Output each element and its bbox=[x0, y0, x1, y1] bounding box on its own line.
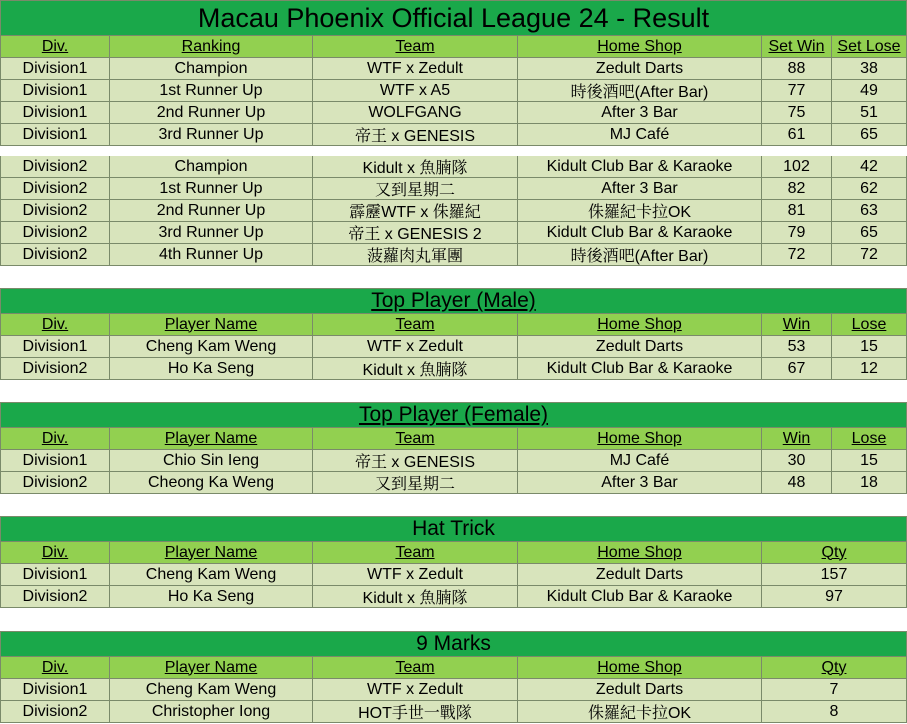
spacer-row bbox=[0, 380, 907, 402]
table-row bbox=[0, 586, 907, 608]
div-cell: Division2 bbox=[0, 200, 110, 222]
set-lose-cell: 65 bbox=[832, 124, 907, 146]
team-cell: 帝王 x GENESIS bbox=[313, 450, 518, 472]
team-cell: 又到星期二 bbox=[313, 472, 518, 494]
top-female-title-text: Top Player (Female) bbox=[358, 403, 549, 426]
table-row bbox=[0, 679, 907, 701]
header-qty: Qty bbox=[762, 542, 907, 564]
qty-cell: 157 bbox=[762, 564, 907, 586]
ranking-cell: Champion bbox=[110, 156, 313, 178]
header-player-name: Player Name bbox=[110, 314, 313, 336]
nine-marks-header-row bbox=[0, 657, 907, 679]
div-cell: Division2 bbox=[0, 156, 110, 178]
qty-cell: 97 bbox=[762, 586, 907, 608]
header-team: Team bbox=[313, 657, 518, 679]
hat-trick-title bbox=[0, 516, 907, 542]
div-cell: Division1 bbox=[0, 102, 110, 124]
shop-cell: After 3 Bar bbox=[518, 472, 762, 494]
header-set-win: Set Win bbox=[762, 36, 832, 58]
table-row bbox=[0, 244, 907, 266]
table-row bbox=[0, 222, 907, 244]
sheet-title: Macau Phoenix Official League 24 - Result bbox=[0, 0, 907, 36]
header-home-shop: Home Shop bbox=[518, 36, 762, 58]
lose-cell: 15 bbox=[832, 336, 907, 358]
player-name-cell: Christopher Iong bbox=[110, 701, 313, 723]
header-home-shop: Home Shop bbox=[518, 314, 762, 336]
team-cell: 菠蘿肉丸軍團 bbox=[313, 244, 518, 266]
header-div: Div. bbox=[0, 542, 110, 564]
player-name-cell: Ho Ka Seng bbox=[110, 358, 313, 380]
sheet-title-row bbox=[0, 0, 907, 36]
shop-cell: Zedult Darts bbox=[518, 58, 762, 80]
shop-cell: Zedult Darts bbox=[518, 564, 762, 586]
team-cell: WTF x Zedult bbox=[313, 564, 518, 586]
ranking-cell: Champion bbox=[110, 58, 313, 80]
header-win: Win bbox=[762, 314, 832, 336]
div-cell: Division2 bbox=[0, 701, 110, 723]
lose-cell: 12 bbox=[832, 358, 907, 380]
top-male-title bbox=[0, 288, 907, 314]
div-cell: Division2 bbox=[0, 586, 110, 608]
set-lose-cell: 72 bbox=[832, 244, 907, 266]
shop-cell: 時後酒吧(After Bar) bbox=[518, 244, 762, 266]
set-win-cell: 75 bbox=[762, 102, 832, 124]
shop-cell: Kidult Club Bar & Karaoke bbox=[518, 358, 762, 380]
hat-trick-title-text: Hat Trick bbox=[412, 517, 495, 540]
header-div: Div. bbox=[0, 314, 110, 336]
lose-cell: 18 bbox=[832, 472, 907, 494]
ranking-cell: 4th Runner Up bbox=[110, 244, 313, 266]
set-win-cell: 79 bbox=[762, 222, 832, 244]
win-cell: 67 bbox=[762, 358, 832, 380]
win-cell: 48 bbox=[762, 472, 832, 494]
header-win: Win bbox=[762, 428, 832, 450]
header-div: Div. bbox=[0, 657, 110, 679]
nine-marks-title-text: 9 Marks bbox=[416, 632, 491, 655]
player-name-cell: Cheong Ka Weng bbox=[110, 472, 313, 494]
spacer-row bbox=[0, 608, 907, 631]
top-female-title bbox=[0, 402, 907, 428]
div-cell: Division1 bbox=[0, 124, 110, 146]
team-cell: WTF x Zedult bbox=[313, 336, 518, 358]
div-cell: Division1 bbox=[0, 679, 110, 701]
team-cell: WTF x A5 bbox=[313, 80, 518, 102]
header-player-name: Player Name bbox=[110, 542, 313, 564]
table-row bbox=[0, 358, 907, 380]
shop-cell: MJ Café bbox=[518, 124, 762, 146]
team-cell: 帝王 x GENESIS 2 bbox=[313, 222, 518, 244]
table-row bbox=[0, 336, 907, 358]
set-lose-cell: 38 bbox=[832, 58, 907, 80]
header-set-lose: Set Lose bbox=[832, 36, 907, 58]
shop-cell: Kidult Club Bar & Karaoke bbox=[518, 586, 762, 608]
spacer-row bbox=[0, 266, 907, 288]
table-row bbox=[0, 156, 907, 178]
set-win-cell: 81 bbox=[762, 200, 832, 222]
lose-cell: 15 bbox=[832, 450, 907, 472]
win-cell: 30 bbox=[762, 450, 832, 472]
top-female-title-row bbox=[0, 402, 907, 428]
hat-trick-header-row bbox=[0, 542, 907, 564]
set-lose-cell: 42 bbox=[832, 156, 907, 178]
set-lose-cell: 63 bbox=[832, 200, 907, 222]
header-ranking: Ranking bbox=[110, 36, 313, 58]
div-cell: Division1 bbox=[0, 336, 110, 358]
table-row bbox=[0, 701, 907, 723]
top-female-header-row bbox=[0, 428, 907, 450]
set-win-cell: 77 bbox=[762, 80, 832, 102]
nine-marks-title bbox=[0, 631, 907, 657]
team-cell: Kidult x 魚腩隊 bbox=[313, 156, 518, 178]
header-lose: Lose bbox=[832, 428, 907, 450]
top-male-title-row bbox=[0, 288, 907, 314]
table-row bbox=[0, 58, 907, 80]
div-cell: Division1 bbox=[0, 450, 110, 472]
header-lose: Lose bbox=[832, 314, 907, 336]
qty-cell: 7 bbox=[762, 679, 907, 701]
shop-cell: After 3 Bar bbox=[518, 102, 762, 124]
header-home-shop: Home Shop bbox=[518, 657, 762, 679]
set-win-cell: 88 bbox=[762, 58, 832, 80]
team-cell: Kidult x 魚腩隊 bbox=[313, 586, 518, 608]
top-male-header-row bbox=[0, 314, 907, 336]
set-win-cell: 102 bbox=[762, 156, 832, 178]
shop-cell: Zedult Darts bbox=[518, 679, 762, 701]
player-name-cell: Cheng Kam Weng bbox=[110, 679, 313, 701]
shop-cell: After 3 Bar bbox=[518, 178, 762, 200]
header-home-shop: Home Shop bbox=[518, 428, 762, 450]
set-lose-cell: 51 bbox=[832, 102, 907, 124]
team-cell: Kidult x 魚腩隊 bbox=[313, 358, 518, 380]
ranking-cell: 2nd Runner Up bbox=[110, 102, 313, 124]
table-row bbox=[0, 472, 907, 494]
shop-cell: Kidult Club Bar & Karaoke bbox=[518, 156, 762, 178]
shop-cell: 侏羅紀卡拉OK bbox=[518, 701, 762, 723]
header-team: Team bbox=[313, 36, 518, 58]
shop-cell: Kidult Club Bar & Karaoke bbox=[518, 222, 762, 244]
div-cell: Division1 bbox=[0, 80, 110, 102]
div-cell: Division2 bbox=[0, 222, 110, 244]
shop-cell: Zedult Darts bbox=[518, 336, 762, 358]
ranking-cell: 2nd Runner Up bbox=[110, 200, 313, 222]
div-cell: Division2 bbox=[0, 472, 110, 494]
team-cell: WTF x Zedult bbox=[313, 58, 518, 80]
player-name-cell: Chio Sin Ieng bbox=[110, 450, 313, 472]
hat-trick-title-row bbox=[0, 516, 907, 542]
div-cell: Division2 bbox=[0, 358, 110, 380]
team-cell: HOT手世一戰隊 bbox=[313, 701, 518, 723]
spacer-row bbox=[0, 146, 907, 156]
ranking-cell: 3rd Runner Up bbox=[110, 124, 313, 146]
div-cell: Division2 bbox=[0, 244, 110, 266]
nine-marks-title-row bbox=[0, 631, 907, 657]
win-cell: 53 bbox=[762, 336, 832, 358]
ranking-cell: 1st Runner Up bbox=[110, 80, 313, 102]
set-win-cell: 61 bbox=[762, 124, 832, 146]
set-win-cell: 72 bbox=[762, 244, 832, 266]
set-win-cell: 82 bbox=[762, 178, 832, 200]
top-male-title-text: Top Player (Male) bbox=[371, 289, 536, 312]
player-name-cell: Cheng Kam Weng bbox=[110, 336, 313, 358]
spacer-row bbox=[0, 494, 907, 516]
table-row bbox=[0, 178, 907, 200]
team-cell: WOLFGANG bbox=[313, 102, 518, 124]
header-player-name: Player Name bbox=[110, 657, 313, 679]
set-lose-cell: 49 bbox=[832, 80, 907, 102]
table-row bbox=[0, 102, 907, 124]
set-lose-cell: 62 bbox=[832, 178, 907, 200]
player-name-cell: Cheng Kam Weng bbox=[110, 564, 313, 586]
table-row bbox=[0, 450, 907, 472]
table-row bbox=[0, 200, 907, 222]
table-row bbox=[0, 564, 907, 586]
qty-cell: 8 bbox=[762, 701, 907, 723]
player-name-cell: Ho Ka Seng bbox=[110, 586, 313, 608]
team-cell: 帝王 x GENESIS bbox=[313, 124, 518, 146]
header-qty: Qty bbox=[762, 657, 907, 679]
ranking-cell: 1st Runner Up bbox=[110, 178, 313, 200]
header-team: Team bbox=[313, 314, 518, 336]
header-team: Team bbox=[313, 428, 518, 450]
shop-cell: 侏羅紀卡拉OK bbox=[518, 200, 762, 222]
div-cell: Division1 bbox=[0, 58, 110, 80]
shop-cell: 時後酒吧(After Bar) bbox=[518, 80, 762, 102]
set-lose-cell: 65 bbox=[832, 222, 907, 244]
header-player-name: Player Name bbox=[110, 428, 313, 450]
team-cell: 霹靂WTF x 侏羅紀 bbox=[313, 200, 518, 222]
team-cell: WTF x Zedult bbox=[313, 679, 518, 701]
header-home-shop: Home Shop bbox=[518, 542, 762, 564]
league-header-row bbox=[0, 36, 907, 58]
ranking-cell: 3rd Runner Up bbox=[110, 222, 313, 244]
div-cell: Division2 bbox=[0, 178, 110, 200]
header-team: Team bbox=[313, 542, 518, 564]
header-div: Div. bbox=[0, 36, 110, 58]
team-cell: 又到星期二 bbox=[313, 178, 518, 200]
div-cell: Division1 bbox=[0, 564, 110, 586]
header-div: Div. bbox=[0, 428, 110, 450]
shop-cell: MJ Café bbox=[518, 450, 762, 472]
table-row bbox=[0, 124, 907, 146]
table-row bbox=[0, 80, 907, 102]
